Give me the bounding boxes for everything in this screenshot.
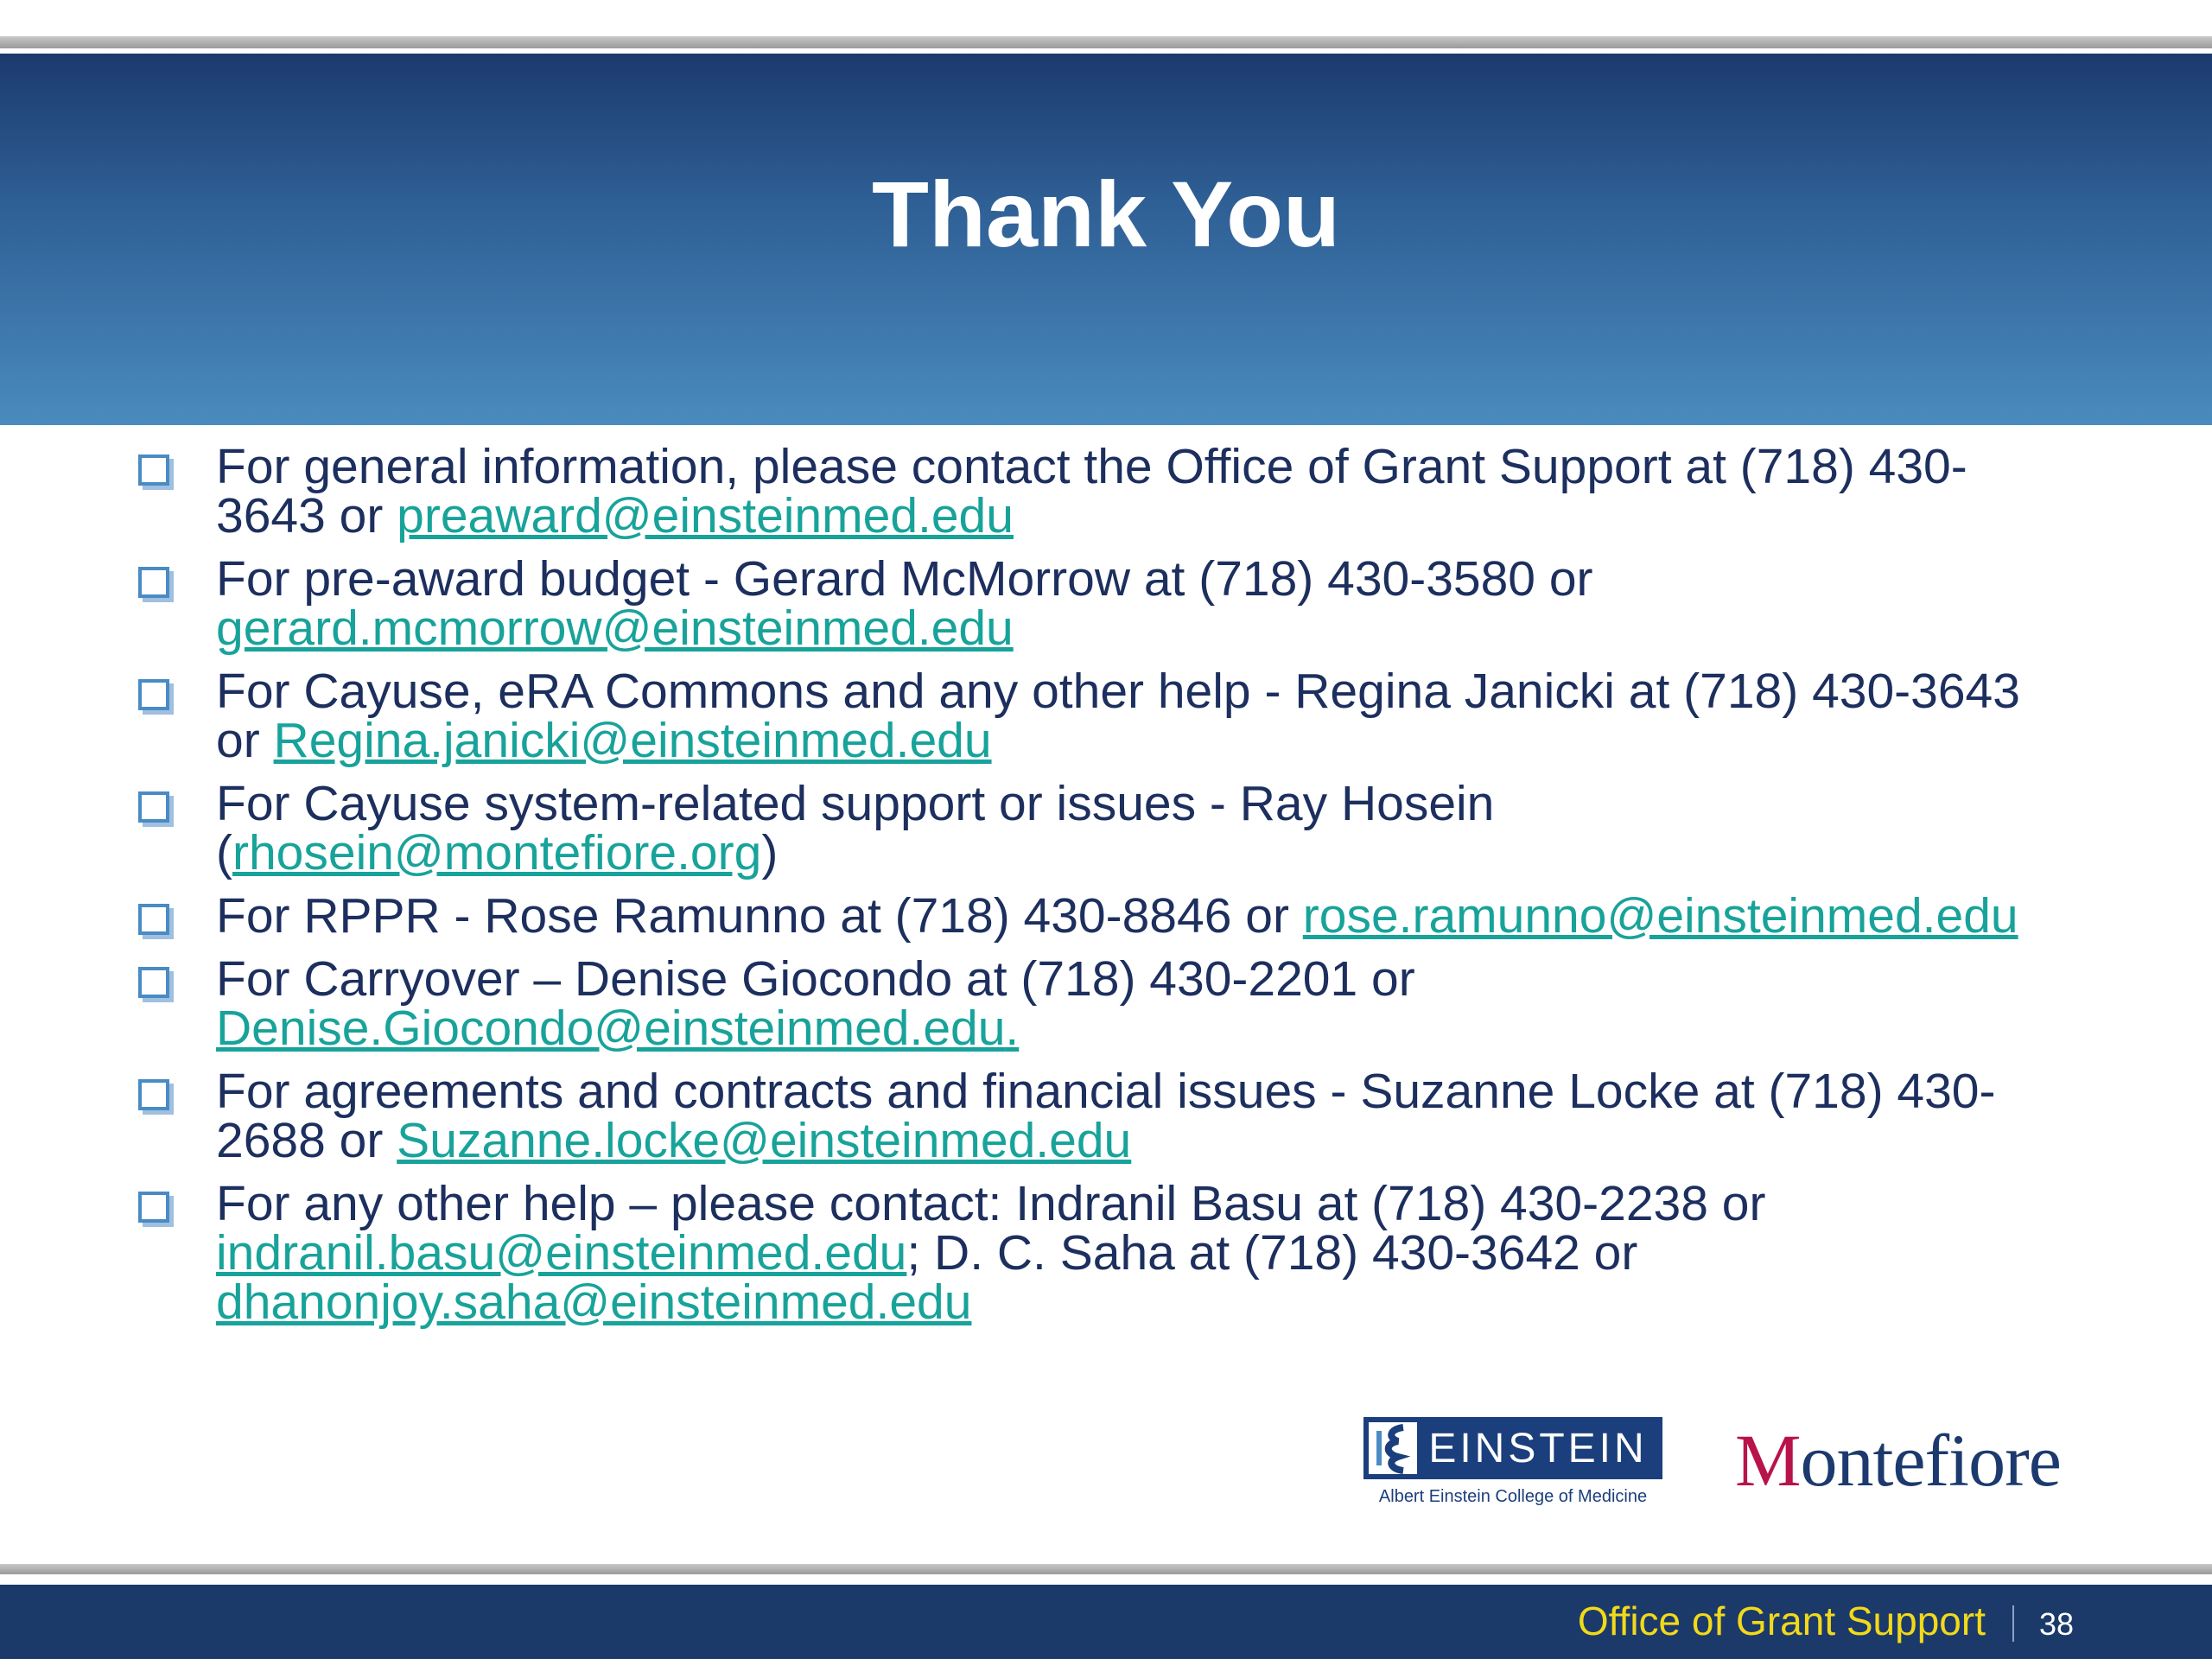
checkbox-bullet-icon: [138, 1192, 169, 1223]
footer-bar: [0, 1585, 2212, 1659]
list-item: [130, 1176, 2065, 1330]
slide-title: Thank You: [871, 162, 1341, 266]
page-number: 38: [2039, 1606, 2075, 1642]
einstein-subtitle: Albert Einstein College of Medicine: [1378, 1487, 1648, 1506]
item-text: For agreements and contracts and financial issues - Suzanne Locke at (718) 430-2688 or: [216, 1064, 1996, 1168]
montefiore-initial: M: [1735, 1419, 1801, 1502]
einstein-logo: [1363, 1417, 1662, 1479]
item-text: For pre-award budget - Gerard McMorrow at (718) 430-3580 or: [216, 551, 1593, 607]
checkbox-bullet-icon: [138, 567, 169, 598]
item-text-mid: ; D. C. Saha at (718) 430-3642 or: [906, 1225, 1638, 1281]
contact-list: [130, 439, 2065, 1341]
checkbox-bullet-icon: [138, 679, 169, 710]
email-link[interactable]: preaward@einsteinmed.edu: [397, 488, 1014, 543]
bottom-rule: [0, 1564, 2212, 1574]
list-item: [130, 951, 2065, 1056]
logo-strip: [1363, 1417, 2089, 1512]
item-text: For Cayuse system-related support or issues - Ray Hosein (: [216, 776, 1495, 880]
checkbox-bullet-icon: [138, 904, 169, 935]
footer-divider: [2012, 1605, 2014, 1642]
item-text: For Cayuse, eRA Commons and any other help - Regina Janicki at (718) 430-3643 or: [216, 664, 2020, 768]
list-item: [130, 439, 2065, 543]
list-item: [130, 776, 2065, 880]
checkbox-bullet-icon: [138, 967, 169, 998]
email-link[interactable]: rose.ramunno@einsteinmed.edu: [1302, 888, 2018, 944]
list-item: [130, 1064, 2065, 1168]
montefiore-rest: ontefiore: [1800, 1419, 2061, 1502]
email-link[interactable]: dhanonjoy.saha@einsteinmed.edu: [216, 1274, 972, 1330]
list-item: [130, 888, 2065, 944]
item-text-tail: .: [1005, 1001, 1020, 1056]
montefiore-logo: [1735, 1417, 2061, 1503]
item-text: For Carryover – Denise Giocondo at (718) 430-2201 or: [216, 951, 1415, 1007]
email-link[interactable]: Denise.Giocondo@einsteinmed.edu: [216, 1001, 1006, 1056]
einstein-wordmark: EINSTEIN: [1428, 1426, 1648, 1471]
email-link[interactable]: indranil.basu@einsteinmed.edu: [216, 1225, 907, 1281]
einstein-wave-icon: [1369, 1422, 1417, 1474]
item-text: For any other help – please contact: Indranil Basu at (718) 430-2238 or: [216, 1176, 1766, 1231]
item-text-tail: ): [761, 825, 779, 880]
checkbox-bullet-icon: [138, 454, 169, 486]
item-text: For general information, please contact the Office of Grant Support at (718) 430-3643 or: [216, 439, 1967, 543]
checkbox-bullet-icon: [138, 791, 169, 823]
email-link[interactable]: rhosein@montefiore.org: [232, 825, 762, 880]
email-link[interactable]: Regina.janicki@einsteinmed.edu: [273, 713, 992, 768]
list-item: [130, 664, 2065, 768]
checkbox-bullet-icon: [138, 1079, 169, 1110]
top-rule: [0, 36, 2212, 48]
email-link[interactable]: gerard.mcmorrow@einsteinmed.edu: [216, 601, 1014, 656]
email-link[interactable]: Suzanne.locke@einsteinmed.edu: [397, 1113, 1132, 1168]
footer-org-name: Office of Grant Support: [1577, 1599, 1986, 1643]
item-text: For RPPR - Rose Ramunno at (718) 430-8846 or: [216, 888, 1303, 944]
list-item: [130, 551, 2065, 656]
